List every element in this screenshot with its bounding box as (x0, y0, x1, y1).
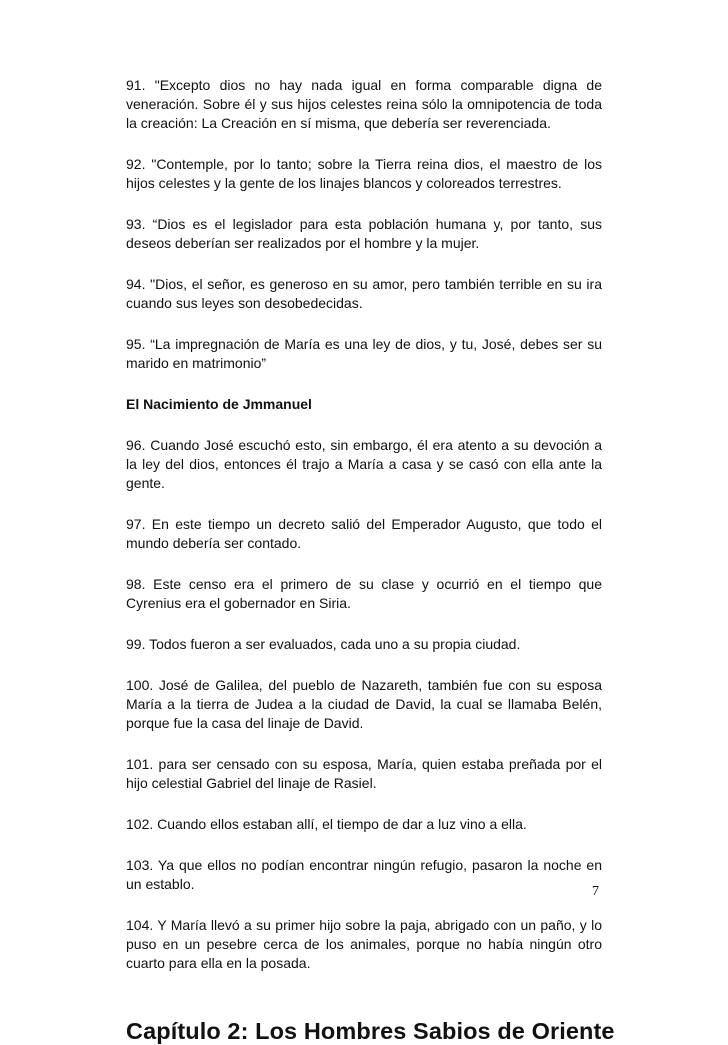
verse-91: 91. "Excepto dios no hay nada igual en forma comparable digna de veneración. Sobre él y sus hijos celestes reina sólo la omnipotencia de toda la creación: La Creación en sí misma, que debería ser reverenciada. (126, 77, 602, 131)
verse-104: 104. Y María llevó a su primer hijo sobre la paja, abrigado con un paño, y lo puso en un pesebre cerca de los animales, porque no había ningún otro cuarto para ella en la posada. (126, 917, 602, 971)
verse-97: 97. En este tiempo un decreto salió del Emperador Augusto, que todo el mundo debería ser contado. (126, 516, 602, 551)
verse-103: 103. Ya que ellos no podían encontrar ningún refugio, pasaron la noche en un establo. (126, 857, 602, 892)
verse-99: 99. Todos fueron a ser evaluados, cada uno a su propia ciudad. (126, 636, 521, 652)
verse-100: 100. José de Galilea, del pueblo de Nazareth, también fue con su esposa María a la tierra de Judea a la ciudad de David, la cual se llamaba Belén, porque fue la casa del linaje de David. (126, 677, 602, 731)
verse-102: 102. Cuando ellos estaban allí, el tiempo de dar a luz vino a ella. (126, 816, 527, 832)
chapter-title: Capítulo 2: Los Hombres Sabios de Oriente (126, 1018, 615, 1044)
verse-98: 98. Este censo era el primero de su clase y ocurrió en el tiempo que Cyrenius era el gobernador en Siria. (126, 576, 602, 611)
verse-95: 95. “La impregnación de María es una ley de dios, y tu, José, debes ser su marido en matrimonio” (126, 336, 602, 371)
verse-101: 101. para ser censado con su esposa, María, quien estaba preñada por el hijo celestial Gabriel del linaje de Rasiel. (126, 756, 602, 791)
section-heading: El Nacimiento de Jmmanuel (126, 396, 312, 412)
verse-96: 96. Cuando José escuchó esto, sin embargo, él era atento a su devoción a la ley del dios, entonces él trajo a María a casa y se casó con ella ante la gente. (126, 437, 602, 491)
verse-93: 93. “Dios es el legislador para esta población humana y, por tanto, sus deseos deberían ser realizados por el hombre y la mujer. (126, 216, 602, 251)
verse-94: 94. "Dios, el señor, es generoso en su amor, pero también terrible en su ira cuando sus leyes son desobedecidas. (126, 276, 602, 311)
document-page (126, 76, 615, 1045)
page-number: 7 (592, 884, 599, 899)
verse-92: 92. "Contemple, por lo tanto; sobre la Tierra reina dios, el maestro de los hijos celestes y la gente de los linajes blancos y coloreados terrestres. (126, 156, 602, 191)
